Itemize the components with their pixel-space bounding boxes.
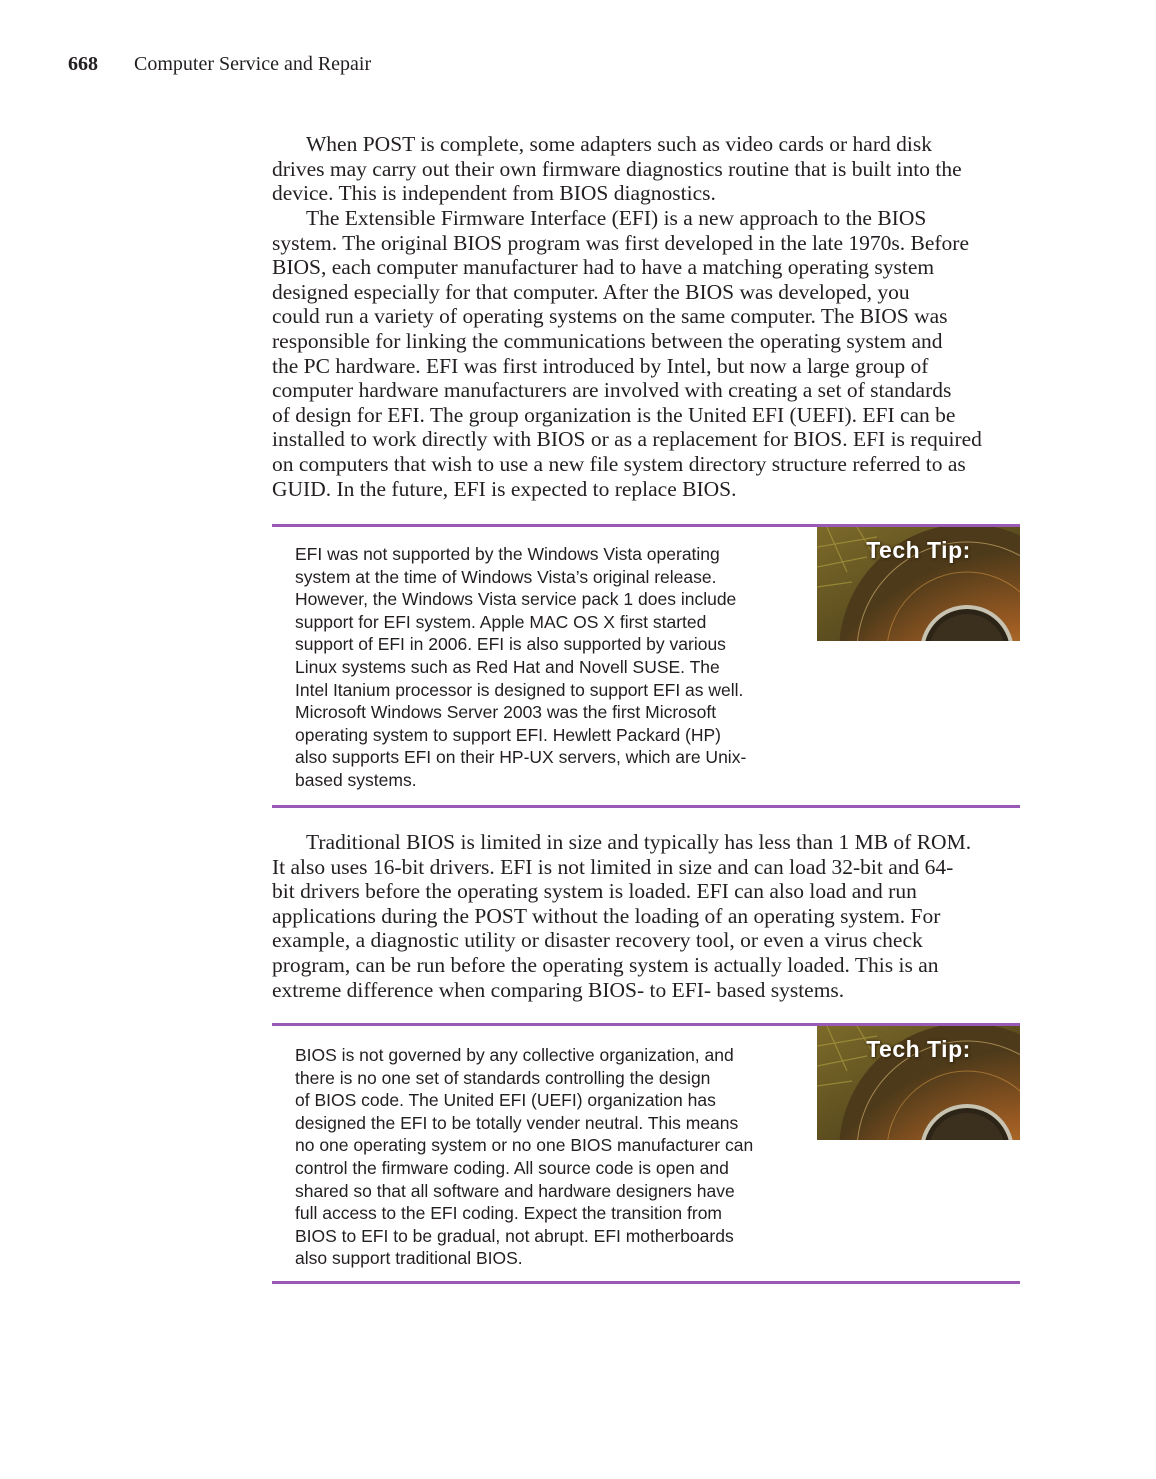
tech-tip-line: no one operating system or no one BIOS manufacturer can [295, 1135, 754, 1156]
paragraph-line: bit drivers before the operating system is loaded. EFI can also load and run [272, 879, 917, 904]
paragraph-line: of design for EFI. The group organization is the United EFI (UEFI). EFI can be [272, 402, 956, 427]
tech-tip-line: BIOS is not governed by any collective organization, and [295, 1045, 734, 1065]
tech-tip-line: designed the EFI to be totally vender neutral. This means [295, 1112, 739, 1133]
tech-tip-box [272, 1023, 1020, 1284]
paragraph-line: on computers that wish to use a new file system directory structure referred to as [272, 451, 966, 476]
tech-tip-line: there is no one set of standards controlling the design [295, 1067, 711, 1088]
tech-tip-banner [817, 1026, 1020, 1140]
tech-tip-line: control the firmware coding. All source code is open and [295, 1157, 729, 1178]
paragraph-line: When POST is complete, some adapters such as video cards or hard disk [306, 132, 932, 156]
page-number: 668 [68, 53, 98, 75]
tech-tip-line: BIOS to EFI to be gradual, not abrupt. EFI motherboards [295, 1225, 734, 1246]
tech-tip-line: system at the time of Windows Vista’s original release. [295, 566, 717, 587]
paragraph-line: device. This is independent from BIOS diagnostics. [272, 181, 716, 206]
paragraph-line: system. The original BIOS program was first developed in the late 1970s. Before [272, 230, 970, 255]
tech-tip-line: full access to the EFI coding. Expect the transition from [295, 1203, 723, 1224]
tech-tip-line: support for EFI system. Apple MAC OS X first started [295, 611, 707, 632]
paragraph-line: responsible for linking the communications between the operating system and [272, 328, 943, 353]
paragraph-line: Traditional BIOS is limited in size and typically has less than 1 MB of ROM. [306, 830, 972, 854]
paragraph-line: GUID. In the future, EFI is expected to replace BIOS. [272, 476, 737, 501]
running-header [68, 53, 371, 76]
paragraph-line: the PC hardware. EFI was first introduced by Intel, but now a large group of [272, 353, 929, 378]
tech-tip-label: Tech Tip: [866, 537, 971, 563]
tech-tip-text [295, 1044, 753, 1270]
paragraph-line: example, a diagnostic utility or disaster recovery tool, or even a virus check [272, 928, 923, 953]
paragraph-line: installed to work directly with BIOS or as a replacement for BIOS. EFI is required [272, 427, 982, 452]
tech-tip-line: EFI was not supported by the Windows Vista operating [295, 544, 720, 564]
body-paragraph [272, 206, 1032, 501]
paragraph-line: program, can be run before the operating system is actually loaded. This is an [272, 952, 939, 977]
body-paragraph [272, 830, 1032, 1002]
tech-tip-line: also supports EFI on their HP-UX servers, which are Unix- [295, 747, 747, 768]
paragraph-line: drives may carry out their own firmware diagnostics routine that is built into the [272, 156, 962, 181]
tech-tip-line: However, the Windows Vista service pack 1 does include [295, 589, 737, 610]
paragraph-line: extreme difference when comparing BIOS- to EFI- based systems. [272, 977, 845, 1002]
tech-tip-label: Tech Tip: [866, 1036, 971, 1062]
paragraph-line: BIOS, each computer manufacturer had to have a matching operating system [272, 255, 935, 280]
paragraph-line: It also uses 16-bit drivers. EFI is not limited in size and can load 32-bit and 64- [272, 854, 954, 879]
paragraph-line: applications during the POST without the loading of an operating system. For [272, 903, 941, 928]
tech-tip-line: shared so that all software and hardware designers have [295, 1180, 735, 1201]
tech-tip-line: support of EFI in 2006. EFI is also supported by various [295, 634, 726, 655]
body-paragraph [272, 132, 1032, 206]
tech-tip-line: based systems. [295, 769, 417, 790]
tech-tip-line: operating system to support EFI. Hewlett Packard (HP) [295, 724, 721, 745]
tech-tip-banner [817, 527, 1020, 641]
paragraph-line: computer hardware manufacturers are involved with creating a set of standards [272, 378, 952, 403]
tech-tip-line: of BIOS code. The United EFI (UEFI) organization has [295, 1090, 716, 1111]
tech-tip-line: also support traditional BIOS. [295, 1248, 523, 1269]
paragraph-line: The Extensible Firmware Interface (EFI) is a new approach to the BIOS [306, 206, 927, 230]
tech-tip-text [295, 543, 746, 792]
paragraph-line: designed especially for that computer. After the BIOS was developed, you [272, 279, 910, 304]
tech-tip-line: Microsoft Windows Server 2003 was the first Microsoft [295, 702, 717, 723]
tech-tip-line: Linux systems such as Red Hat and Novell SUSE. The [295, 656, 720, 677]
tech-tip-line: Intel Itanium processor is designed to support EFI as well. [295, 679, 744, 700]
paragraph-line: could run a variety of operating systems on the same computer. The BIOS was [272, 304, 948, 329]
book-title: Computer Service and Repair [134, 53, 372, 75]
tech-tip-box [272, 524, 1020, 808]
